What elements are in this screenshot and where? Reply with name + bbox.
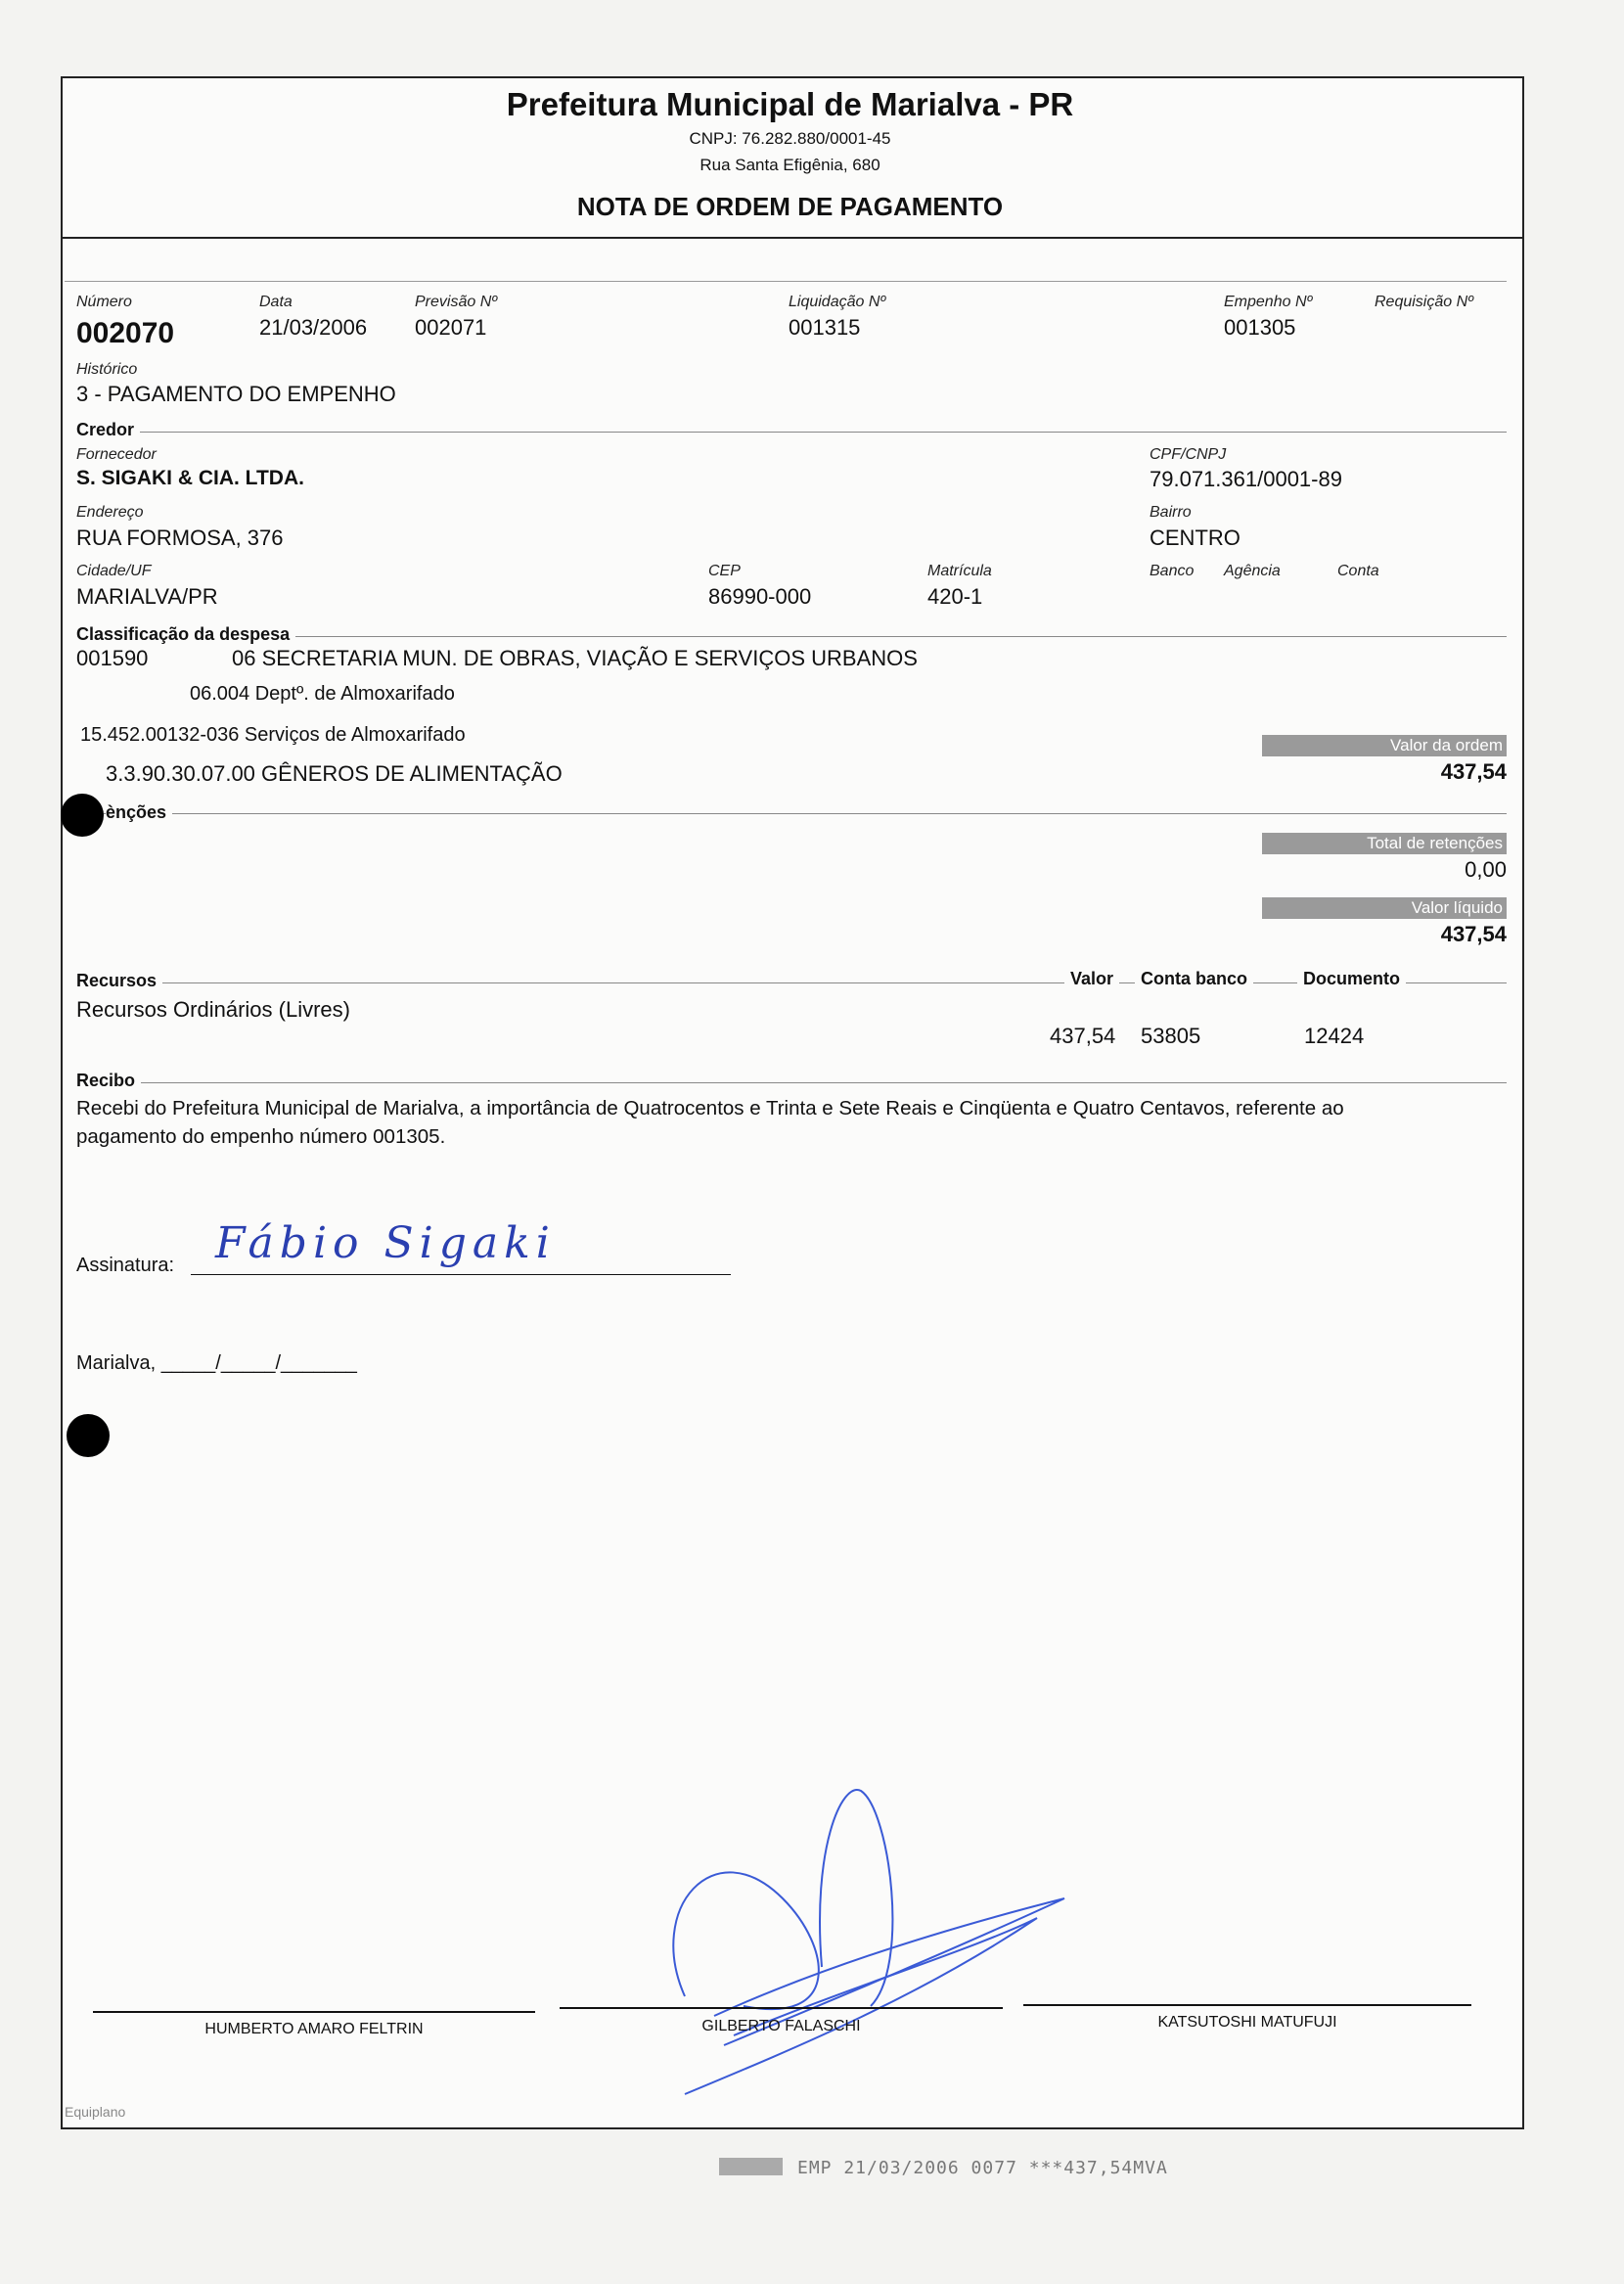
cidade-value: MARIALVA/PR (76, 584, 218, 609)
classificacao-code: 001590 (76, 646, 149, 670)
cep-label: CEP (708, 563, 741, 579)
recursos-valor-header: Valor (1064, 969, 1119, 989)
elemento-text: 3.3.90.30.07.00 GÊNEROS DE ALIMENTAÇÃO (106, 761, 563, 786)
valor-liquido-value: 437,54 (1440, 922, 1507, 946)
bank-stamp: EMP 21/03/2006 0077 ***437,54MVA (797, 2158, 1168, 2178)
numero-label: Número (76, 294, 132, 310)
recursos-conta: 53805 (1141, 1024, 1201, 1048)
punch-hole (61, 794, 104, 837)
fornecedor-label: Fornecedor (76, 446, 157, 463)
recursos-documento-header: Documento (1297, 969, 1406, 989)
recibo-line-1: Recebi do Prefeitura Municipal de Marialva, a importância de Quatrocentos e Trinta e Sete Reais e Cinqüenta e Quatro Centavos, referente ao (76, 1097, 1344, 1119)
header-divider (61, 237, 1522, 239)
data-label: Data (259, 294, 293, 310)
signature-line (560, 2007, 1003, 2009)
document-title: NOTA DE ORDEM DE PAGAMENTO (576, 192, 1004, 221)
valor-ordem-value: 437,54 (1440, 759, 1507, 784)
data-value: 21/03/2006 (259, 315, 368, 340)
signatory-1: HUMBERTO AMARO FELTRIN (204, 2021, 424, 2037)
local-data-text: Marialva, _____/_____/_______ (76, 1352, 357, 1374)
valor-liquido-label: Valor líquido (1262, 897, 1507, 919)
cidade-label: Cidade/UF (76, 563, 152, 579)
requisicao-label: Requisição Nº (1375, 294, 1473, 310)
punch-hole (67, 1414, 110, 1457)
total-retencoes-value: 0,00 (1465, 857, 1507, 882)
cpf-label: CPF/CNPJ (1150, 446, 1227, 463)
address-text: Rua Santa Efigênia, 680 (699, 156, 880, 174)
assinatura-signature: Fábio Sigaki (215, 1218, 556, 1268)
endereco-value: RUA FORMOSA, 376 (76, 525, 284, 550)
secretaria-text: 06 SECRETARIA MUN. DE OBRAS, VIAÇÃO E SERVIÇOS URBANOS (232, 646, 918, 670)
empenho-value: 001305 (1224, 315, 1296, 340)
previsao-label: Previsão Nº (415, 294, 498, 310)
previsao-value: 002071 (415, 315, 487, 340)
recursos-rule (76, 982, 1507, 983)
numero-value: 002070 (76, 317, 175, 349)
valor-ordem-label: Valor da ordem (1262, 735, 1507, 756)
classificacao-section: Classificação da despesa (76, 624, 295, 645)
signatory-3: KATSUTOSHI MATUFUJI (1157, 2014, 1337, 2031)
recibo-section: Recibo (76, 1071, 141, 1091)
bairro-value: CENTRO (1150, 525, 1241, 550)
assinatura-line (191, 1274, 731, 1275)
depto-text: 06.004 Deptº. de Almoxarifado (190, 683, 455, 705)
empenho-label: Empenho Nº (1224, 294, 1313, 310)
credor-section: Credor (76, 420, 140, 440)
recursos-valor: 437,54 (1050, 1024, 1116, 1048)
liquidacao-label: Liquidação Nº (789, 294, 886, 310)
recursos-section: Recursos (76, 971, 162, 991)
liquidacao-value: 001315 (789, 315, 861, 340)
historico-label: Histórico (76, 361, 138, 378)
endereco-label: Endereço (76, 504, 144, 521)
signature-scribble-icon (626, 1771, 1076, 2104)
retencoes-rule (76, 813, 1507, 814)
stamp-smudge (719, 2158, 783, 2175)
historico-value: 3 - PAGAMENTO DO EMPENHO (76, 382, 396, 406)
top-rule (65, 281, 1507, 282)
fornecedor-value: S. SIGAKI & CIA. LTDA. (76, 467, 304, 489)
recibo-line-2: pagamento do empenho número 001305. (76, 1125, 446, 1148)
conta-label: Conta (1337, 563, 1379, 579)
total-retencoes-label: Total de retenções (1262, 833, 1507, 854)
page-title: Prefeitura Municipal de Marialva - PR (506, 86, 1074, 122)
programa-text: 15.452.00132-036 Serviços de Almoxarifado (80, 724, 466, 746)
matricula-value: 420-1 (927, 584, 983, 609)
recursos-documento: 12424 (1304, 1024, 1365, 1048)
signatory-2: GILBERTO FALASCHI (701, 2018, 861, 2034)
cnpj-text: CNPJ: 76.282.880/0001-45 (689, 129, 891, 148)
signature-line (1023, 2004, 1471, 2006)
recursos-conta-header: Conta banco (1135, 969, 1253, 989)
agencia-label: Agência (1224, 563, 1281, 579)
recursos-fonte: Recursos Ordinários (Livres) (76, 997, 350, 1022)
signature-line (93, 2011, 535, 2013)
banco-label: Banco (1150, 563, 1195, 579)
matricula-label: Matrícula (927, 563, 992, 579)
retencoes-section: ènções (106, 802, 172, 823)
cpf-value: 79.071.361/0001-89 (1150, 467, 1342, 491)
bairro-label: Bairro (1150, 504, 1192, 521)
cep-value: 86990-000 (708, 584, 812, 609)
credor-rule (76, 432, 1507, 433)
recibo-rule (76, 1082, 1507, 1083)
assinatura-label: Assinatura: (76, 1255, 175, 1276)
vendor-mark: Equiplano (65, 2104, 126, 2120)
